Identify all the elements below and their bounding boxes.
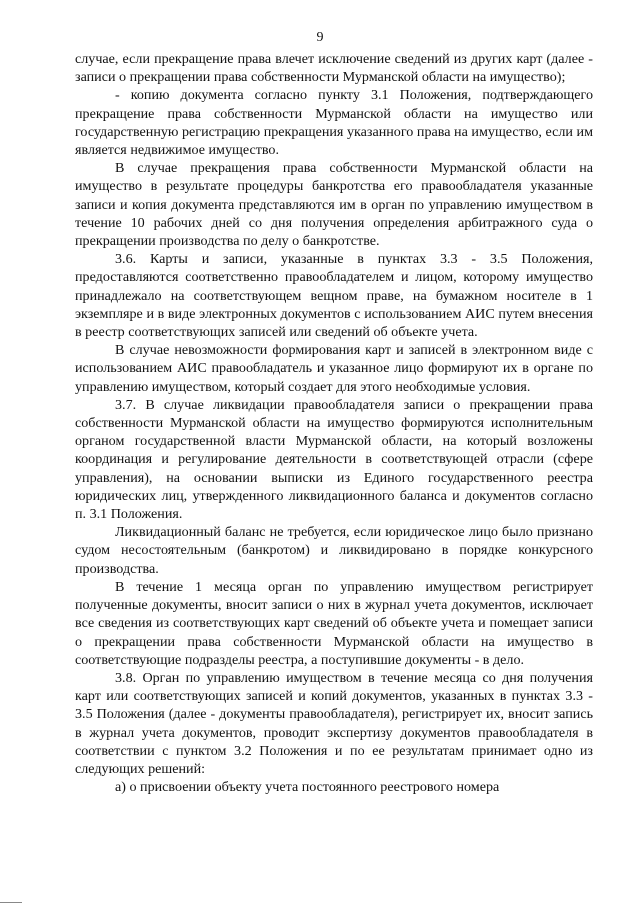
page-number: 9	[316, 30, 324, 45]
paragraph-4: 3.6. Карты и записи, указанные в пунктах 3.3 - 3.5 Положения, предоставляются соответственно правообладателем и лицом, которому имущество принадлежало на соответствующем вещном праве, на бумажном носителе в 1 экземпляре и в виде электронных документов с использованием АИС путем внесения в реестр соответствующих записей или сведений об объекте учета.	[75, 251, 593, 341]
paragraph-10: а) о присвоении объекту учета постоянного реестрового номера	[115, 779, 500, 796]
paragraph-3: В случае прекращения права собственности Мурманской области на имущество в результате процедуры банкротства его правообладателя указанные записи и копия документа представляются им в орган по управлению имуществом в течение 10 рабочих дней со дня получения определения арбитражного суда о прекращении производства по делу о банкротстве.	[75, 160, 593, 250]
paragraph-8: В течение 1 месяца орган по управлению имуществом регистрирует полученные документы, вносит записи о них в журнал учета документов, исключает все сведения из соответствующих карт сведений об объекте учета и помещает записи о прекращении права собственности Мурманской области на имущество в соответствующие подразделы реестра, а поступившие документы - в дело.	[75, 578, 593, 668]
paragraph-1: случае, если прекращение права влечет исключение сведений из других карт (далее - записи о прекращении права собственности Мурманской области на имущество);	[75, 51, 593, 86]
paragraph-9: 3.8. Орган по управлению имуществом в течение месяца со дня получения карт или соответствующих записей и копий документов, указанных в пунктах 3.3 - 3.5 Положения (далее - документы правообладателя), регистрирует их, вносит запись в журнал учета документов, проводит экспертизу документов правообладателя в соответствии с пунктом 3.2 Положения и по ее результатам принимает одно из следующих решений:	[75, 669, 593, 777]
paragraph-5: В случае невозможности формирования карт и записей в электронном виде с использованием АИС правообладатель и указанное лицо формируют их в органе по управлению имуществом, который создает для этого необходимые условия.	[75, 342, 593, 395]
paragraph-6: 3.7. В случае ликвидации правообладателя записи о прекращении права собственности Мурманской области на имущество формируются исполнительным органом государственной власти Мурманской области, на который возложены координация и регулирование деятельности в соответствующей отрасли (сфере управления), на основании выписки из Единого государственного реестра юридических лиц, утвержденного ликвидационного баланса и документов согласно п. 3.1 Положения.	[75, 396, 593, 523]
paragraph-2: - копию документа согласно пункту 3.1 Положения, подтверждающего прекращение права собственности Мурманской области на имущество или государственную регистрацию прекращения указанного права на имущество, если им является недвижимое имущество.	[75, 87, 593, 159]
scan-edge-mark	[0, 902, 22, 903]
paragraph-7: Ликвидационный баланс не требуется, если юридическое лицо было признано судом несостоятельным (банкротом) и ликвидировано в порядке конкурсного производства.	[75, 524, 593, 577]
document-body	[75, 50, 593, 796]
